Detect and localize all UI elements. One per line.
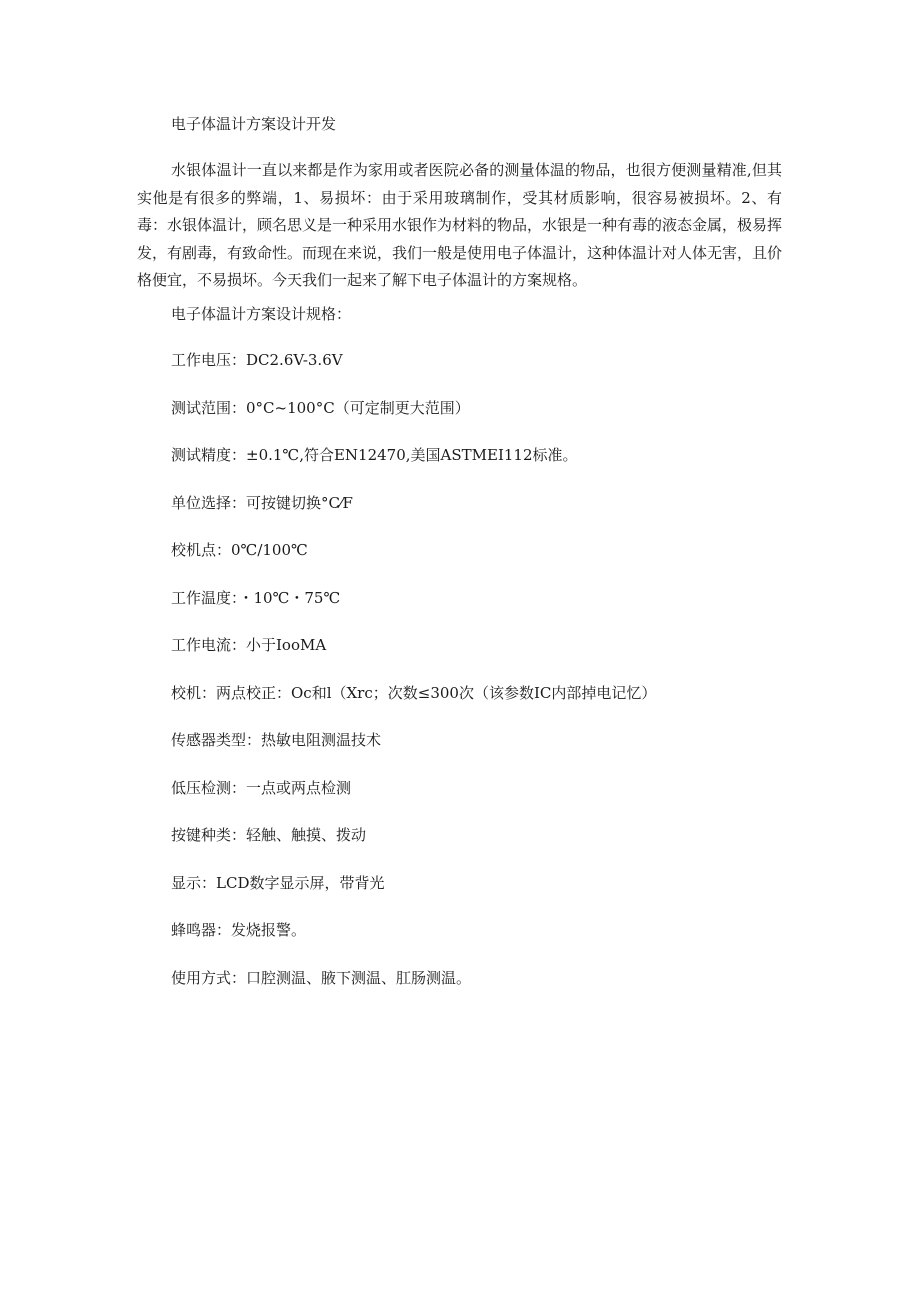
- spec-item-accuracy: 测试精度：±0.1℃,符合EN12470,美国ASTMEI112标准。: [171, 446, 578, 464]
- spec-item-range: 测试范围：0°C~100°C（可定制更大范围）: [171, 398, 470, 417]
- spec-item-calibration-points: 校机点：0℃/100℃: [171, 541, 308, 559]
- spec-item-button-type: 按键种类：轻触、触摸、拨动: [171, 826, 367, 844]
- spec-item-usage: 使用方式：口腔测温、腋下测温、肛肠测温。: [171, 968, 472, 987]
- spec-item-sensor-type: 传感器类型：热敏电阻测温技术: [171, 731, 382, 749]
- spec-item-buzzer: 蜂鸣器：发烧报警。: [171, 921, 307, 939]
- spec-item-low-voltage-detection: 低压检测：一点或两点检测: [171, 778, 352, 797]
- spec-list: [171, 349, 656, 1014]
- document-title: 电子体温计方案设计开发: [171, 115, 337, 133]
- spec-item-operating-temperature: 工作温度：・10℃・75℃: [171, 588, 341, 607]
- spec-heading: 电子体温计方案设计规格：: [171, 305, 352, 323]
- intro-paragraph: 水银体温计一直以来都是作为家用或者医院必备的测量体温的物品，也很方便测量精准,但其实他是有很多的弊端，1、易损坏：由于采用玻璃制作，受其材质影响，很容易被损坏。2、有毒：水银体温计，顾名思义是一种采用水银作为材料的物品，水银是一种有毒的液态金属，极易挥发，有剧毒，有致命性。而现在来说，我们一般是使用电子体温计，这种体温计对人体无害，且价格便宜，不易损坏。今天我们一起来了解下电子体温计的方案规格。: [137, 161, 783, 289]
- spec-item-voltage: 工作电压：DC2.6V-3.6V: [171, 351, 343, 369]
- spec-item-calibration: 校机：两点校正：Oc和l（Xrc；次数≤300次（该参数IC内部掉电记忆）: [171, 683, 657, 702]
- spec-item-operating-current: 工作电流：小于IooMA: [171, 636, 327, 654]
- spec-item-display: 显示：LCD数字显示屏，带背光: [171, 873, 385, 892]
- spec-item-unit: 单位选择：可按键切换°C⁄F: [171, 493, 353, 512]
